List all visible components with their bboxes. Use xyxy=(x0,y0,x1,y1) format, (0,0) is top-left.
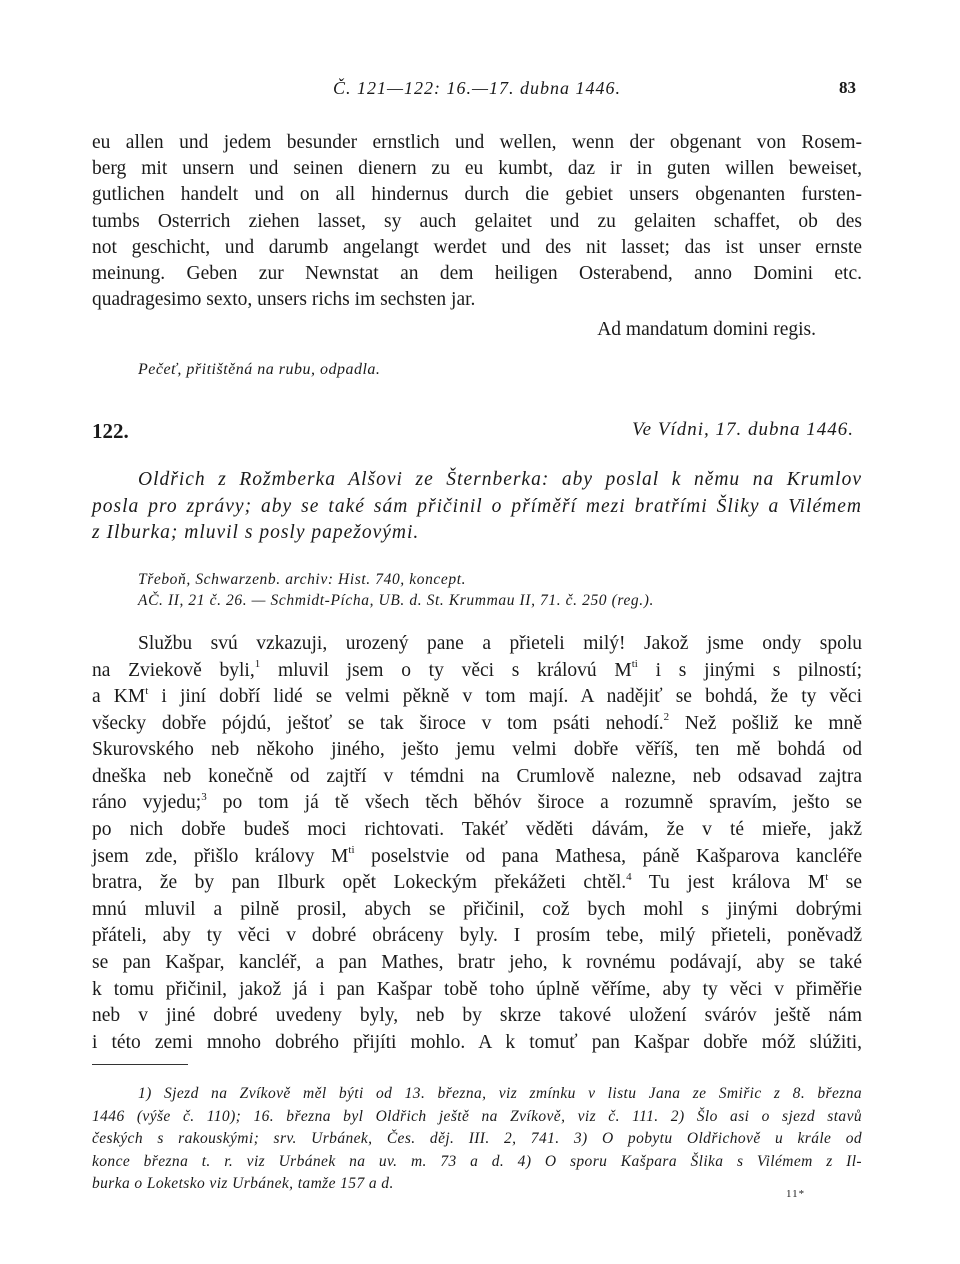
text-run: mluvil jsem o ty věci s královú M xyxy=(260,659,632,681)
footnote-line: 1446 (výše č. 110); 16. března byl Oldřich ještě na Zvíkově, viz č. 111. 2) Šlo asi o sjezd stavů xyxy=(92,1107,862,1125)
source-line: Třeboň, Schwarzenb. archiv: Hist. 740, koncept. xyxy=(138,570,467,588)
text-run: neb v jiné dobré uvedeny byly, neb by skrze takové uložení svárόv ještě nám xyxy=(92,1005,862,1027)
czech-line xyxy=(92,711,862,738)
czech-line xyxy=(92,950,862,977)
footnotes xyxy=(92,1083,862,1196)
superscript: 4 xyxy=(626,870,632,883)
text-run: dneška neb konečně od zajtří v témdni na Crumlově nalezne, neb odsavad zajtra xyxy=(92,765,862,787)
czech-line xyxy=(92,631,862,658)
latin-line: not geschicht, und darumb angelangt werdet und des nit lasset; das ist unser ernste xyxy=(92,236,862,258)
superscript: ti xyxy=(631,658,638,671)
superscript: 1 xyxy=(254,658,261,671)
latin-line: meinung. Geben zur Newnstat an dem heiligen Osterabend, anno Domini etc. xyxy=(92,263,862,285)
running-head xyxy=(92,78,862,108)
text-run: k tomu přičinil, jakož já i pan Kašpar tobě toho úplně věříme, aby ty věci v přiměřie xyxy=(92,978,862,1000)
text-run: Než pošliž ke mně xyxy=(669,712,862,734)
text-run: i jiní dobří lidé se velmi pěkně v tom mají. A nadějiť se bohdá, že ty věci xyxy=(148,686,862,708)
czech-line xyxy=(92,844,862,871)
text-run: Tu jest královа M xyxy=(631,872,826,894)
text-run: ráno vyjedu; xyxy=(92,792,202,814)
czech-line xyxy=(92,658,862,685)
text-run: i této zemi mnoho dobrého přijíti mohlo. A k tomuť pan Kašpar dobře móž slúžiti, xyxy=(92,1031,862,1053)
text-run: všecky dobře pójdú, ještoť se tak široce v tom psáti nehodí. xyxy=(92,712,664,734)
czech-line xyxy=(92,737,862,764)
superscript: 3 xyxy=(201,790,207,803)
footnote-line: 1) Sjezd na Zvíkově měl býti od 13. března, viz zmínku v listu Jana ze Smiřic z 8. března xyxy=(138,1085,862,1103)
regest-line: posla pro zprávy; aby se také sám přičinil o příměří mezi bratřími Šliky a Vilémem xyxy=(92,495,862,517)
czech-line xyxy=(92,764,862,791)
text-run: se pan Kašpar, kancléř, a pan Mathes, bratr jeho, k rovnému podávají, aby se také xyxy=(92,952,862,974)
czech-line xyxy=(92,1003,862,1030)
running-head-title: Č. 121—122: 16.—17. dubna 1446. xyxy=(332,78,621,98)
czech-line xyxy=(92,897,862,924)
czech-line xyxy=(92,1030,862,1057)
footnote-line: burka o Loketsko viz Urbánek, tamže 157 a d. xyxy=(92,1175,394,1193)
czech-line xyxy=(92,684,862,711)
mandate-note: Ad mandatum domini regis. xyxy=(597,319,816,341)
latin-letter-text xyxy=(92,130,862,313)
latin-line: tumbs Osterrich ziehen lasset, sy auch gelaitet und zu gelaiten schaffet, ob des xyxy=(92,210,862,232)
text-run: jsem zde, přišlo královy M xyxy=(92,845,349,867)
czech-line xyxy=(92,870,862,897)
czech-line xyxy=(92,790,862,817)
text-run: mnú mluvil a pilně prosil, abych se přičinil, což bych mohl s jinými dobrými xyxy=(92,898,862,920)
czech-line xyxy=(92,977,862,1004)
source-line: AČ. II, 21 č. 26. — Schmidt-Pícha, UB. d. St. Krummau II, 71. č. 250 (reg.). xyxy=(138,591,654,609)
footnote-rule xyxy=(92,1064,188,1065)
text-run: po tom já tě všech těch běhóv široce a rozumně spravím, ješto se xyxy=(206,792,862,814)
superscript: t xyxy=(825,870,829,883)
text-run: i s jinými s pilností; xyxy=(637,659,862,681)
document-page xyxy=(92,78,862,1196)
text-run: Skurovského neb někoho jiného, ješto jemu velmi dobře věříš, ten mě bohdá od xyxy=(92,739,862,761)
text-run: se xyxy=(828,872,862,894)
superscript: 2 xyxy=(663,711,670,724)
regest-line: Oldřich z Rožmberka Alšovi ze Šternberka: aby poslal k němu na Krumlov xyxy=(138,469,862,491)
seal-note: Pečeť, přitištěná na rubu, odpadla. xyxy=(138,361,381,379)
entry-number: 122. xyxy=(92,419,129,444)
text-run: Službu svú vzkazuji, urozený pane a přieteli milý! Jakož jsme ondy spolu xyxy=(138,632,862,654)
superscript: ti xyxy=(348,844,355,857)
entry-place-date: Ve Vídni, 17. dubna 1446. xyxy=(632,419,854,441)
printer-signature-mark: 11* xyxy=(786,1188,806,1200)
regest-line: z Ilburka; mluvil s posly papežovými. xyxy=(92,522,420,544)
text-run: přáteli, aby ty věci v dobré obráceny byly. I prosím tebe, milý přieteli, poněvadž xyxy=(92,925,862,947)
text-run: poselstvie od pana Mathesa, páně Kašparova kancléře xyxy=(354,845,862,867)
footnote-line: konce března t. r. viz Urbánek na uv. m. 73 a d. 4) O sporu Kašpara Šlika s Vilémem z Il- xyxy=(92,1152,862,1170)
latin-line: eu allen und jedem besunder ernstlich und wellen, wenn der obgenant von Rosem- xyxy=(92,132,862,153)
latin-line: quadragesimo sexto, unsers richs im sechsten jar. xyxy=(92,289,476,311)
text-run: bratra, že by pan Ilburk opět Lokeckým překážeti chtěl. xyxy=(92,872,627,894)
latin-line: gutlichen handelt und on all hindernus durch die gebiet unsers obgenanten fursten- xyxy=(92,184,862,206)
text-run: na Zviekově byli, xyxy=(92,659,255,681)
czech-letter-text xyxy=(92,631,862,1057)
entry-sources xyxy=(138,569,862,611)
entry-heading xyxy=(92,419,862,453)
superscript: t xyxy=(145,684,149,697)
text-run: a KM xyxy=(92,686,146,708)
page-number: 83 xyxy=(839,78,856,97)
footnote-line: českých s rakouskými; srv. Urbánek, Čes. děj. III. 2, 741. 3) O pobytu Oldřichově u krále od xyxy=(92,1130,862,1148)
text-run: po nich dobře budeš moci richtovati. Takéť věděti dávám, že v té mieře, jakž xyxy=(92,819,862,841)
latin-line: berg mit unsern und seinen dienern zu eu kumbt, daz ir in guten willen beweiset, xyxy=(92,158,862,180)
czech-line xyxy=(92,817,862,844)
czech-line xyxy=(92,923,862,950)
entry-regest xyxy=(92,467,862,547)
